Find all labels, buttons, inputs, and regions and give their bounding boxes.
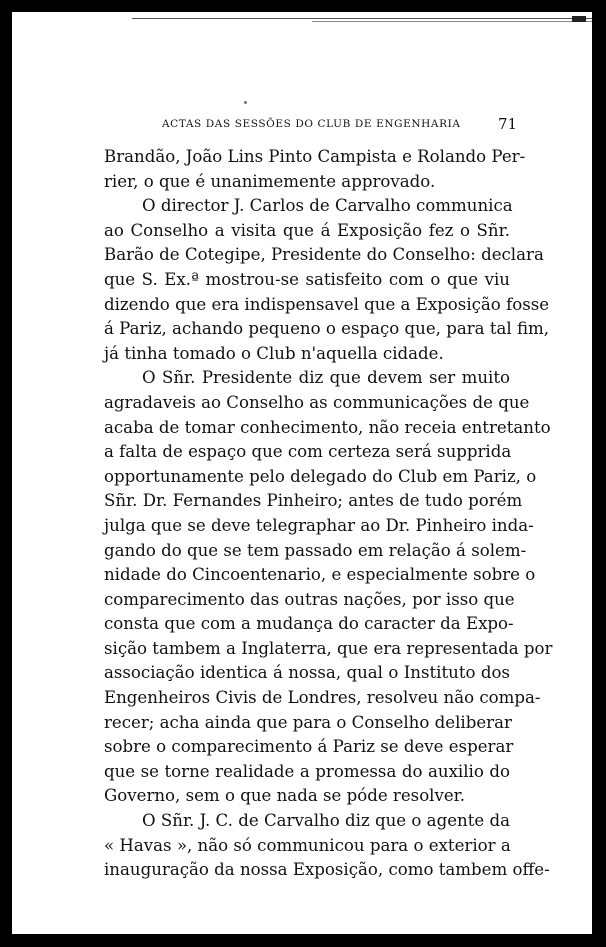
text-line: acaba de tomar conhecimento, não receia entretanto bbox=[104, 417, 551, 437]
text-line: Governo, sem o que nada se póde resolver. bbox=[104, 786, 466, 806]
page-number: 71 bbox=[498, 115, 518, 133]
text-line: consta que com a mudança do caracter da Expo- bbox=[104, 614, 514, 634]
text-line: « Havas », não só communicou para o exterior a bbox=[104, 835, 511, 855]
text-line: Engenheiros Civis de Londres, resolveu não compa- bbox=[104, 688, 541, 708]
book-page bbox=[12, 12, 592, 934]
text-line: rier, o que é unanimemente approvado. bbox=[104, 171, 436, 191]
paragraph-first-line: O director J. Carlos de Carvalho communica bbox=[142, 196, 513, 216]
running-head: ACTAS DAS SESSÕES DO CLUB DE ENGENHARIA bbox=[162, 118, 461, 130]
text-line: á Pariz, achando pequeno o espaço que, para tal fim, bbox=[104, 319, 550, 339]
text-line: Sñr. Dr. Fernandes Pinheiro; antes de tudo porém bbox=[104, 491, 523, 511]
text-line: já tinha tomado o Club n'aquella cidade. bbox=[104, 343, 444, 363]
paper-speck bbox=[244, 101, 247, 104]
text-line: julga que se deve telegraphar ao Dr. Pinheiro inda- bbox=[104, 515, 534, 535]
text-line: Brandão, João Lins Pinto Campista e Rolando Per- bbox=[104, 147, 526, 166]
text-line: opportunamente pelo delegado do Club em Pariz, o bbox=[104, 466, 537, 486]
text-line: Barão de Cotegipe, Presidente do Conselho: declara bbox=[104, 245, 544, 265]
paragraph-first-line: O Sñr. J. C. de Carvalho diz que o agente da bbox=[142, 811, 510, 831]
corner-mark bbox=[572, 16, 586, 22]
text-line: agradaveis ao Conselho as communicações de que bbox=[104, 392, 530, 412]
text-line: ao Conselho a visita que á Exposição fez o Sñr. bbox=[104, 220, 510, 240]
text-line: comparecimento das outras nações, por isso que bbox=[104, 589, 515, 609]
top-edge-rule bbox=[132, 18, 592, 19]
body-text bbox=[104, 145, 553, 883]
text-line: que se torne realidade a promessa do auxilio do bbox=[104, 761, 510, 781]
text-line: sição tambem a Inglaterra, que era representada por bbox=[104, 638, 553, 658]
text-line: sobre o comparecimento á Pariz se deve esperar bbox=[104, 737, 514, 757]
top-edge-rule-secondary bbox=[312, 21, 592, 22]
text-line: associação identica á nossa, qual o Instituto dos bbox=[104, 663, 510, 683]
text-line: que S. Ex.ª mostrou-se satisfeito com o que viu bbox=[104, 269, 510, 289]
text-line: a falta de espaço que com certeza será supprida bbox=[104, 442, 512, 462]
paragraph-first-line: O Sñr. Presidente diz que devem ser muito bbox=[142, 368, 510, 388]
page-header bbox=[12, 115, 592, 138]
text-line: dizendo que era indispensavel que a Exposição fosse bbox=[104, 294, 550, 314]
text-line: inauguração da nossa Exposição, como tambem offe- bbox=[104, 860, 550, 880]
text-line: nidade do Cincoentenario, e especialmente sobre o bbox=[104, 565, 536, 585]
text-line: recer; acha ainda que para o Conselho deliberar bbox=[104, 712, 512, 732]
text-line: gando do que se tem passado em relação á solem- bbox=[104, 540, 527, 560]
